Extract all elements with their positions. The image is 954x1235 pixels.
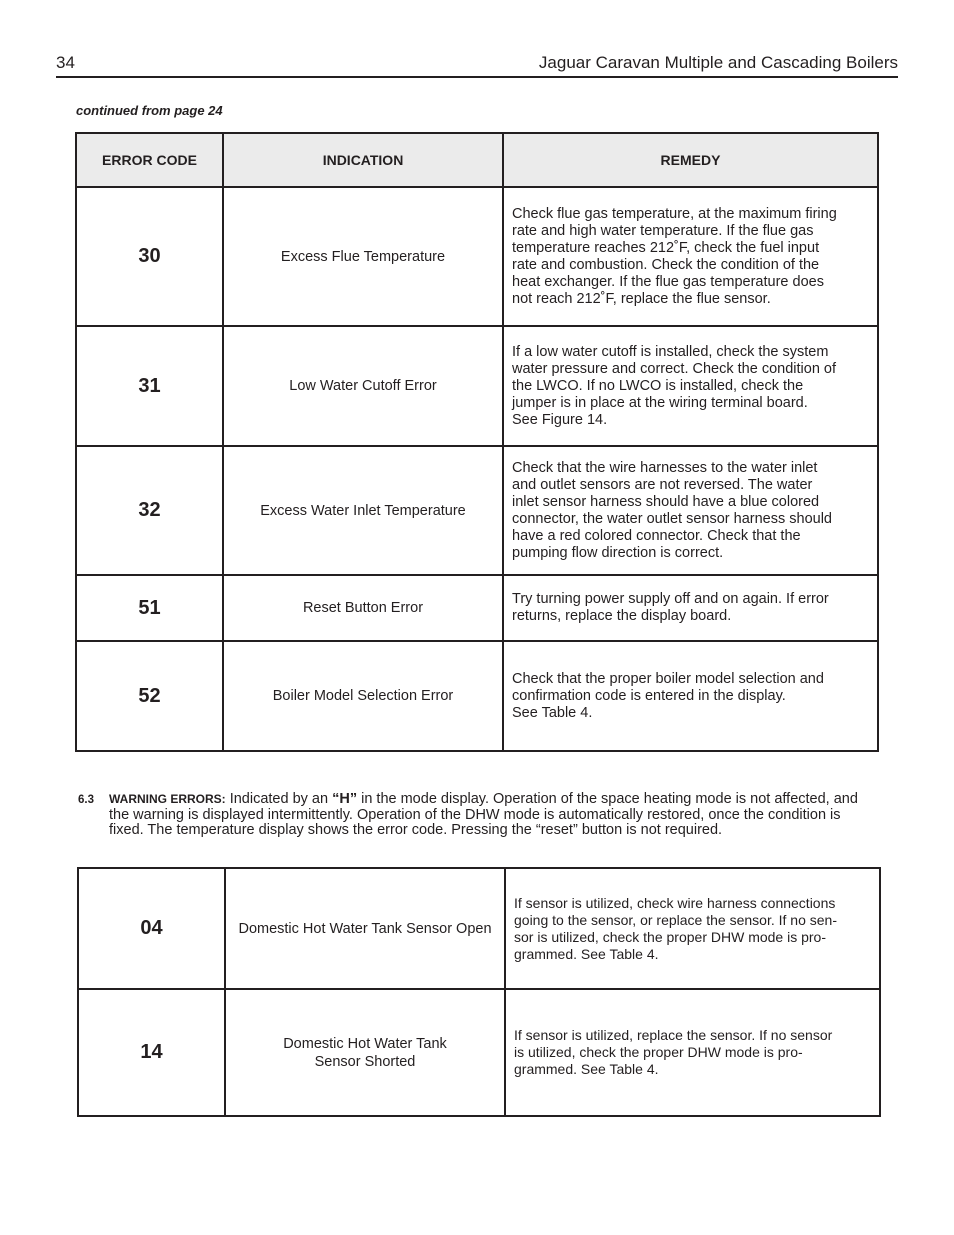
warning-code: 14 <box>78 989 225 1116</box>
document-title: Jaguar Caravan Multiple and Cascading Boilers <box>538 53 898 72</box>
column-header-remedy: REMEDY <box>503 133 878 187</box>
table-row <box>76 641 878 751</box>
remedy: Check that the wire harnesses to the water inlet and outlet sensors are not reversed. The water inlet sensor harness should have a blue colored connector, the water outlet sensor harness should have a red colored connector. Check that the pumping flow direction is correct. <box>503 446 878 575</box>
warning-code-table <box>77 867 881 1117</box>
remedy: If a low water cutoff is installed, check the system water pressure and correct. Check the condition of the LWCO. If no LWCO is installed, check the jumper is in place at the wiring terminal board. See Figure 14. <box>503 326 878 446</box>
warning-errors-paragraph <box>78 792 878 839</box>
column-header-error-code: ERROR CODE <box>76 133 223 187</box>
continued-note: continued from page 24 <box>76 103 223 118</box>
indication: Boiler Model Selection Error <box>223 641 503 751</box>
table-row <box>76 187 878 326</box>
section-text-after: in the mode display. Operation of the space heating mode is not affected, and the warning is displayed intermittently. Operation of the DHW mode is automatically restored, once the condition is fixed. The temperature display shows the error code. Pressing the “reset” button is not required. <box>109 791 858 838</box>
table-row <box>76 446 878 575</box>
warning-code: 04 <box>78 868 225 989</box>
error-code: 32 <box>76 446 223 575</box>
remedy: Try turning power supply off and on again. If error returns, replace the display board. <box>503 575 878 641</box>
indication: Low Water Cutoff Error <box>223 326 503 446</box>
error-code: 31 <box>76 326 223 446</box>
indication: Domestic Hot Water Tank Sensor Shorted <box>225 989 505 1116</box>
error-code: 51 <box>76 575 223 641</box>
error-code: 52 <box>76 641 223 751</box>
table-row <box>78 868 880 989</box>
section-text-before: Indicated by an <box>225 791 333 807</box>
remedy: Check flue gas temperature, at the maximum firing rate and high water temperature. If the flue gas temperature reaches 212˚F, check the fuel input rate and combustion. Check the condition of the heat exchanger. If the flue gas temperature does not reach 212˚F, replace the flue sensor. <box>503 187 878 326</box>
table-row <box>76 575 878 641</box>
indication: Excess Flue Temperature <box>223 187 503 326</box>
error-code: 30 <box>76 187 223 326</box>
remedy: If sensor is utilized, check wire harness connections going to the sensor, or replace the sensor. If no sen- sor is utilized, check the proper DHW mode is pro- grammed. See Table 4. <box>505 868 880 989</box>
indication: Domestic Hot Water Tank Sensor Open <box>225 868 505 989</box>
table-header-row <box>76 133 878 187</box>
table-row <box>78 989 880 1116</box>
remedy: Check that the proper boiler model selection and confirmation code is entered in the display. See Table 4. <box>503 641 878 751</box>
section-number: 6.3 <box>78 794 94 806</box>
indication: Reset Button Error <box>223 575 503 641</box>
table-row <box>76 326 878 446</box>
page-header <box>56 50 898 78</box>
section-label: WARNING ERRORS: <box>109 792 226 806</box>
column-header-indication: INDICATION <box>223 133 503 187</box>
mode-indicator-highlight: “H” <box>332 791 358 807</box>
indication: Excess Water Inlet Temperature <box>223 446 503 575</box>
error-code-table <box>75 132 879 752</box>
remedy: If sensor is utilized, replace the sensor. If no sensor is utilized, check the proper DHW mode is pro- grammed. See Table 4. <box>505 989 880 1116</box>
page-number: 34 <box>56 53 75 72</box>
